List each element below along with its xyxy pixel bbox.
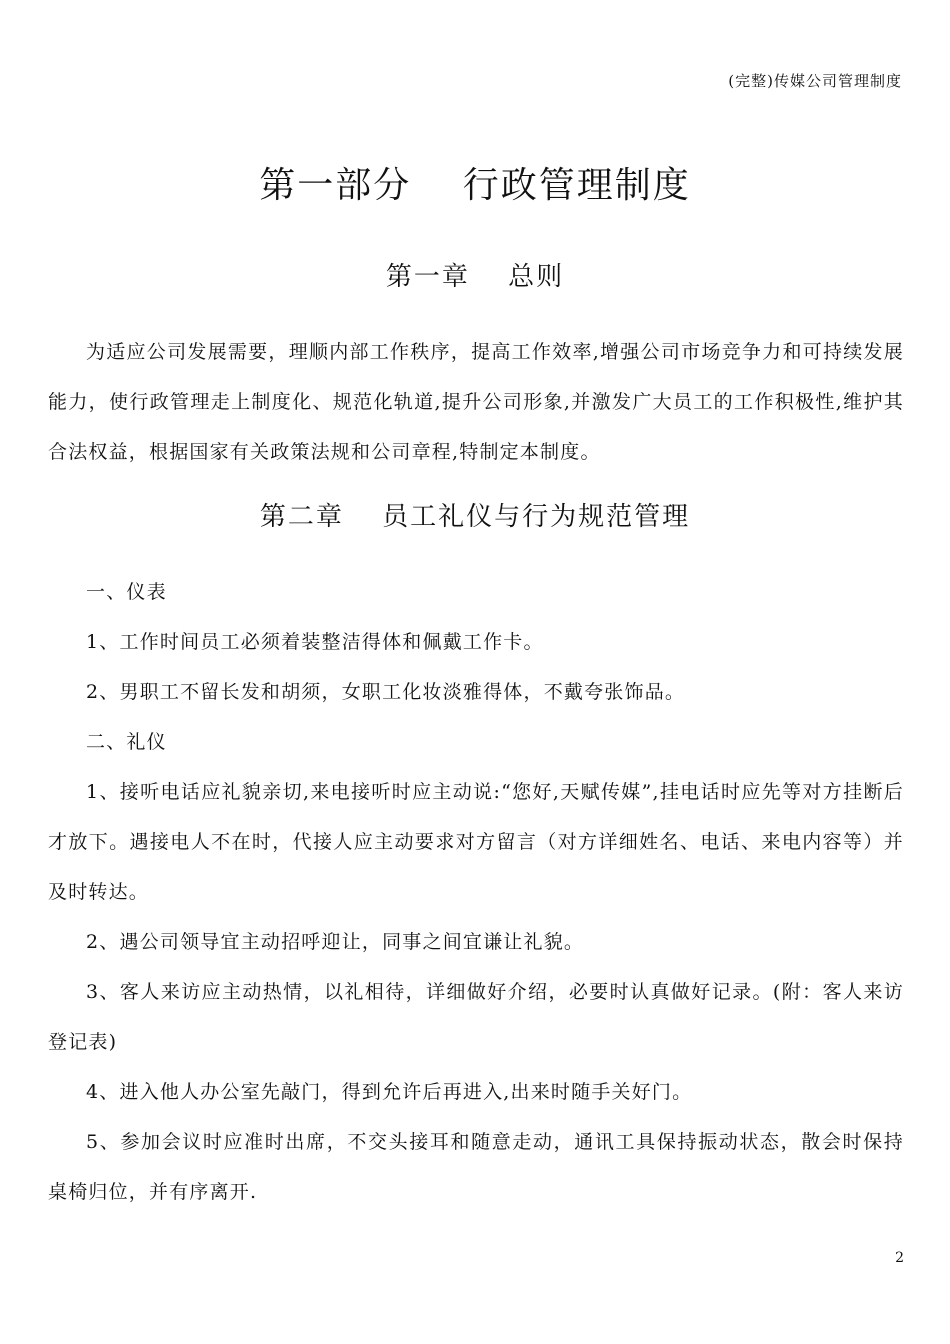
appearance-item-1: 1、工作时间员工必须着装整洁得体和佩戴工作卡。 <box>86 631 544 653</box>
chapter-2-title: 第二章 员工礼仪与行为规范管理 <box>259 502 691 532</box>
chapter-1-paragraph: 为适应公司发展需要，理顺内部工作秩序，提高工作效率,增强公司市场竞争力和可持续发展能力，使行政管理走上制度化、规范化轨道,提升公司形象,并激发广大员工的工作积极性,维护其合法权益，根据国家有关政策法规和公司章程,特制定本制度。 <box>48 341 904 463</box>
section-heading-etiquette: 二、礼仪 <box>86 731 167 753</box>
etiquette-item-3: 3、客人来访应主动热情，以礼相待，详细做好介绍，必要时认真做好记录。(附：客人来访登记表) <box>48 981 904 1053</box>
document-header-title: (完整)传媒公司管理制度 <box>728 72 902 90</box>
page-number: 2 <box>895 1250 904 1266</box>
section-heading-appearance: 一、仪表 <box>86 581 167 603</box>
etiquette-item-1: 1、接听电话应礼貌亲切,来电接听时应主动说:“您好,天赋传媒”,挂电话时应先等对方挂断后才放下。遇接电人不在时，代接人应主动要求对方留言（对方详细姓名、电话、来电内容等）并及时转达。 <box>48 781 904 903</box>
etiquette-item-4: 4、进入他人办公室先敲门，得到允许后再进入,出来时随手关好门。 <box>86 1081 693 1103</box>
etiquette-item-5: 5、参加会议时应准时出席，不交头接耳和随意走动，通讯工具保持振动状态，散会时保持桌椅归位，并有序离开. <box>48 1131 904 1203</box>
chapter-1-title: 第一章 总则 <box>385 262 565 292</box>
appearance-item-2: 2、男职工不留长发和胡须，女职工化妆淡雅得体，不戴夸张饰品。 <box>86 681 686 703</box>
etiquette-item-2: 2、遇公司领导宜主动招呼迎让，同事之间宜谦让礼貌。 <box>86 931 585 953</box>
part-title: 第一部分 行政管理制度 <box>259 165 691 206</box>
